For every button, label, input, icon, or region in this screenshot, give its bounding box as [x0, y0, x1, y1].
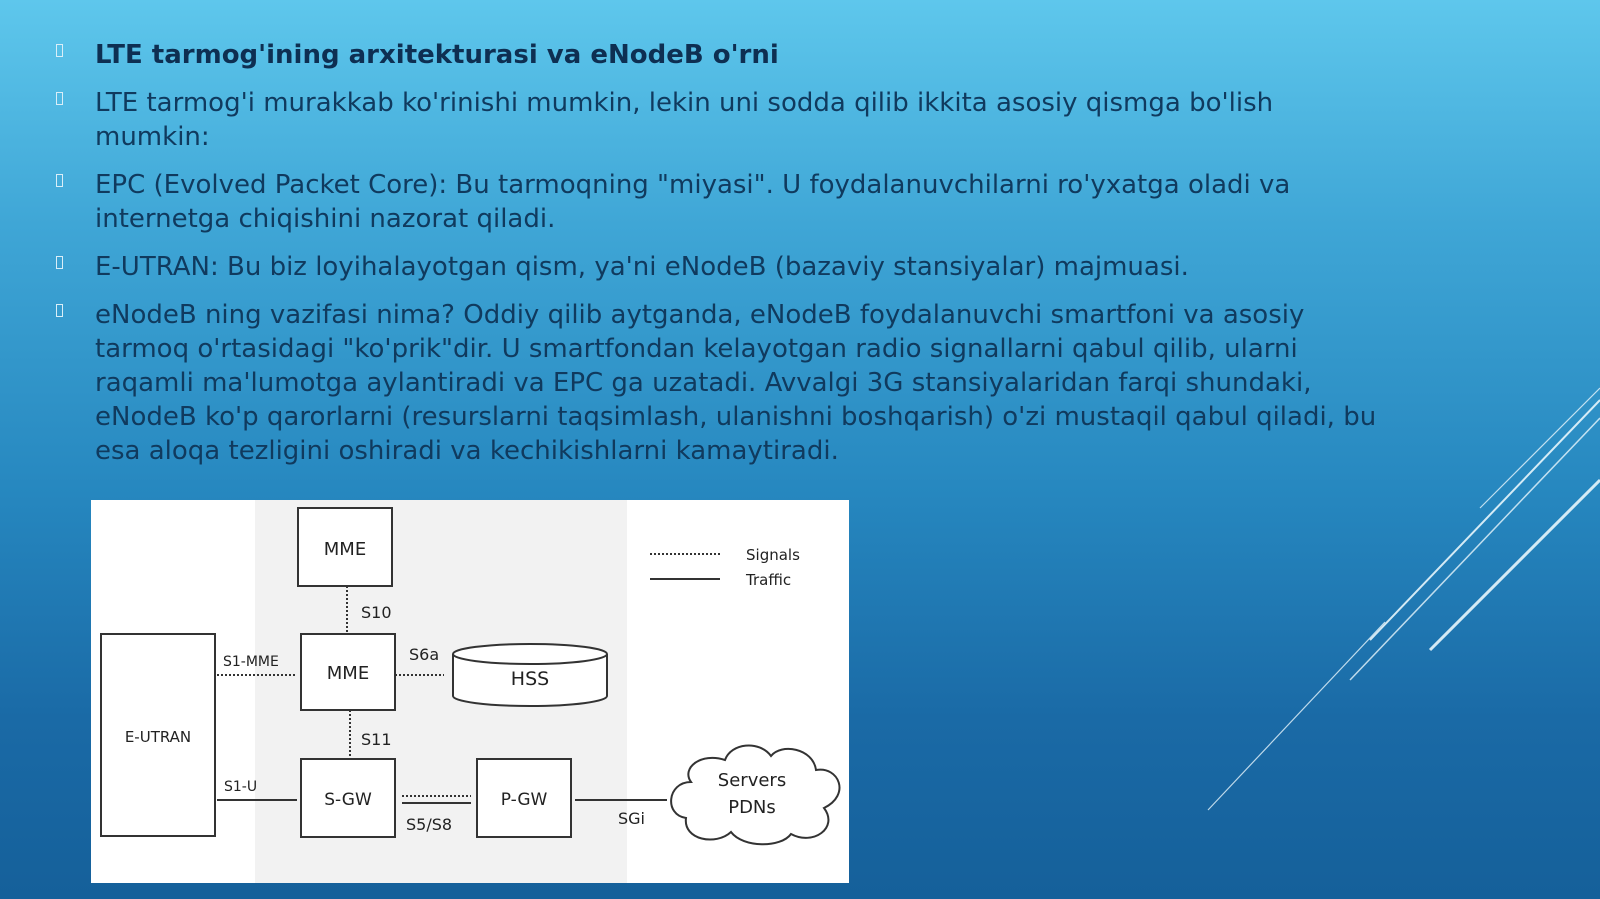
bullet-item-eutran [56, 250, 1386, 284]
bullet-text: E-UTRAN: Bu biz loyihalayotgan qism, ya'ni eNodeB (bazaviy stansiyalar) majmuasi. [95, 252, 1189, 282]
pgw-label: P-GW [500, 790, 548, 810]
bullet-marker-icon [56, 44, 63, 57]
bullet-marker-icon [56, 92, 63, 105]
bullet-marker-icon [56, 256, 63, 269]
sgw-label: S-GW [324, 790, 372, 810]
heading-text: LTE tarmog'ining arxitekturasi va eNodeB o'rni [95, 40, 779, 70]
bullet-list [56, 38, 1386, 482]
sgi-label: SGi [618, 809, 645, 828]
servers-cloud [671, 745, 839, 844]
legend-traffic-label: Traffic [746, 571, 792, 589]
pdns-label: PDNs [728, 797, 776, 818]
s1-mme-label: S1-MME [223, 654, 279, 670]
s11-label: S11 [361, 730, 392, 749]
mme-label: MME [326, 663, 370, 684]
bullet-text: LTE tarmog'i murakkab ko'rinishi mumkin, lekin uni sodda qilib ikkita asosiy qismga bo'lish mumkin: [95, 88, 1274, 152]
s10-label: S10 [361, 603, 392, 622]
s1-u-label: S1-U [224, 779, 258, 795]
bullet-text: eNodeB ning vazifasi nima? Oddiy qilib aytganda, eNodeB foydalanuvchi smartfoni va asosiy tarmoq o'rtasidagi "ko'prik"dir. U smartfondan kelayotgan radio signallarni qabul qilib, ularni raqamli ma'lumotga aylantiradi va EPC ga uzatadi. Avvalgi 3G stansiyalaridan farqi shundaki, eNodeB ko'p qarorlarni (resurslarni taqsimlash, ulanishni boshqarish) o'zi mustaqil qabul qiladi, bu esa aloqa tezligini oshiradi va kechikishlarni kamaytiradi. [95, 300, 1377, 466]
bullet-item-enodeb [56, 298, 1386, 468]
hss-label: HSS [510, 668, 550, 690]
bullet-text: EPC (Evolved Packet Core): Bu tarmoqning "miyasi". U foydalanuvchilarni ro'yxatga oladi va internetga chiqishini nazorat qiladi. [95, 170, 1291, 234]
bullet-marker-icon [56, 174, 63, 187]
legend-signals-label: Signals [746, 546, 800, 564]
servers-label: Servers [717, 770, 787, 791]
bullet-marker-icon [56, 304, 63, 317]
eutran-label: E-UTRAN [124, 728, 192, 746]
legend [650, 554, 720, 579]
lte-architecture-diagram [91, 500, 849, 883]
bullet-item-epc [56, 168, 1386, 236]
bullet-item-overview [56, 86, 1386, 154]
mme-top-label: MME [323, 539, 367, 560]
s5-s8-label: S5/S8 [406, 815, 453, 834]
bullet-item-heading [56, 38, 1386, 72]
s6a-label: S6a [409, 645, 440, 664]
